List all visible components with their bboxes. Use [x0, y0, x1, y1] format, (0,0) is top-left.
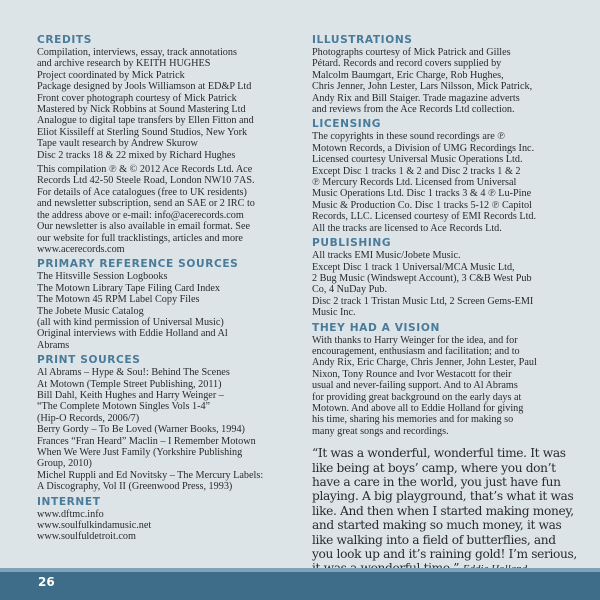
print-source-line: Berry Gordy – To Be Loved (Warner Books, 1994)	[37, 424, 245, 436]
contact-line: Our newsletter is also available in email format. See	[37, 221, 251, 233]
thanks-line: his time, sharing his memories and for making so	[312, 414, 514, 426]
illustrations-line: Pétard. Records and record covers supplied by	[312, 58, 502, 70]
quote-line: like being at boys’ camp, where you don’t	[312, 460, 556, 475]
credits-heading: CREDITS	[37, 34, 92, 46]
credits-line: Front cover photograph courtesy of Mick Patrick	[37, 92, 237, 104]
primary-source-line: The Motown 45 RPM Label Copy Files	[37, 294, 200, 306]
thanks-lines	[312, 335, 574, 438]
primary-sources-heading: PRIMARY REFERENCE SOURCES	[37, 258, 239, 271]
primary-source-line: The Motown Library Tape Filing Card Index	[37, 282, 221, 294]
primary-source-line: The Jobete Music Catalog	[37, 305, 144, 317]
licensing-section	[312, 118, 574, 234]
vision-heading: THEY HAD A VISION	[312, 321, 440, 334]
publishing-heading: PUBLISHING	[312, 237, 392, 250]
illustrations-line: Malcolm Baumgart, Eric Charge, Rob Hughes,	[312, 69, 504, 81]
credits-lines	[37, 47, 285, 161]
print-source-line: Michel Ruppli and Ed Novitsky – The Mercury Labels:	[37, 469, 264, 481]
credits-line: Analogue to digital tape transfers by Ellen Fitton and	[37, 115, 254, 127]
credits-line: Compilation, interviews, essay, track annotations	[37, 47, 237, 58]
print-source-line: A Discography, Vol II (Greenwood Press, 1993)	[37, 481, 233, 493]
publishing-line: Music Inc.	[312, 307, 356, 319]
quote-line: like. And then when I started making money,	[312, 503, 574, 518]
print-source-lines	[37, 367, 285, 492]
print-source-line: Al Abrams – Hype & Sou!: Behind The Scenes	[37, 367, 230, 379]
primary-source-line: Abrams	[37, 339, 70, 351]
illustrations-line: and reviews from the Ace Records Ltd collection.	[312, 104, 515, 116]
publishing-line: 2 Bug Music (Windswept Account), 3 C&B West Pub	[312, 272, 532, 284]
thanks-line: Nixon, Tony Rounce and Ivor Westacott for their	[312, 368, 512, 380]
quote-line: have a care in the world, you just have fun	[312, 475, 561, 489]
credits-line: Project coordinated by Mick Patrick	[37, 69, 185, 81]
credits-line: Mastered by Nick Robbins at Sound Mastering Ltd	[37, 104, 246, 116]
licensing-line: Records, LLC. Licensed courtesy of EMI Records Ltd.	[312, 211, 537, 223]
contact-line: the address above or e-mail: info@acerecords.com	[37, 209, 244, 221]
thanks-line: usual and never-failing support. And to Al Abrams	[312, 380, 518, 392]
right-column	[312, 34, 577, 577]
primary-source-line: The Hitsville Session Logbooks	[37, 271, 168, 283]
licensing-line: ℗ Mercury Records Ltd. Licensed from Universal	[312, 177, 517, 189]
print-source-line: Group, 2010)	[37, 458, 92, 470]
contact-lines	[37, 164, 285, 255]
publishing-line: All tracks EMI Music/Jobete Music.	[312, 250, 461, 262]
website-line: www.soulfuldetroit.com	[37, 531, 136, 543]
print-source-line: At Motown (Temple Street Publishing, 2011)	[37, 378, 222, 390]
illustrations-heading: ILLUSTRATIONS	[312, 34, 413, 46]
primary-source-lines	[37, 271, 285, 351]
quote-line: like walking into a field of butterflies, and	[312, 532, 556, 547]
thanks-line: Motown. And above all to Eddie Holland for giving	[312, 402, 524, 414]
footer-band	[0, 568, 600, 600]
licensing-line: Except Disc 1 tracks 1 & 2 and Disc 2 tracks 1 & 2	[312, 165, 521, 177]
contact-line: our website for full tracklistings, articles and more	[37, 232, 243, 244]
print-source-line: Bill Dahl, Keith Hughes and Harry Weinger –	[37, 389, 224, 401]
credits-line: Eliot Kissileff at Sterling Sound Studios, New York	[37, 126, 248, 138]
print-sources-heading: PRINT SOURCES	[37, 354, 141, 367]
credits-line: Package designed by Jools Williamson at ED&P Ltd	[37, 81, 252, 93]
website-line: www.dftmc.info	[37, 508, 104, 520]
credits-line: and archive research by KEITH HUGHES	[37, 58, 211, 70]
contact-line: Records Ltd 42-50 Steele Road, London NW10 7AS.	[37, 175, 255, 187]
thanks-line: encouragement, enthusiasm and facilitation; and to	[312, 345, 520, 357]
publishing-section	[312, 237, 574, 318]
vision-section	[312, 322, 574, 438]
credits-section	[37, 34, 285, 255]
licensing-line: All the tracks are licensed to Ace Records Ltd.	[312, 222, 502, 234]
quote-line: and started making so much money, it was	[312, 518, 562, 533]
licensing-line: Music Operations Ltd. Disc 1 tracks 3 & 4 ℗ Lu-Pine	[312, 188, 532, 200]
quote-line: playing. A big playground, that’s what it was	[312, 489, 574, 504]
licensing-line: Licensed courtesy Universal Music Operations Ltd.	[312, 154, 523, 166]
internet-section	[37, 496, 285, 543]
primary-source-line: Original interviews with Eddie Holland and Al	[37, 328, 228, 340]
print-sources-section	[37, 354, 285, 492]
credits-line: Tape vault research by Andrew Skurow	[37, 138, 198, 150]
primary-sources-section	[37, 258, 285, 351]
licensing-line: Motown Records, a Division of UMG Recordings Inc.	[312, 142, 535, 154]
illustrations-line: Andy Rix and Bill Staiger. Trade magazine adverts	[312, 92, 520, 104]
illustrations-lines	[312, 47, 574, 115]
quote-line: you look up and it’s raining gold! I’m serious,	[312, 547, 577, 562]
website-lines	[37, 509, 285, 543]
quote-lines	[312, 446, 577, 562]
licensing-line: The copyrights in these sound recordings are ℗	[312, 131, 506, 143]
licensing-line: Music & Production Co. Disc 1 tracks 5-12 ℗ Capitol	[312, 199, 532, 211]
print-source-line: (Hip-O Records, 2006/7)	[37, 412, 140, 424]
illustrations-line: Chris Jenner, John Lester, Lars Nilsson, Mick Patrick,	[312, 81, 533, 93]
internet-heading: INTERNET	[37, 495, 101, 508]
left-column	[37, 34, 285, 546]
contact-line: This compilation ℗ & © 2012 Ace Records Ltd. Ace	[37, 164, 253, 176]
publishing-line: Co, 4 NuDay Pub.	[312, 284, 387, 296]
illustrations-line: Photographs courtesy of Mick Patrick and Gilles	[312, 47, 511, 58]
print-source-line: “The Complete Motown Singles Vols 1-4”	[37, 401, 211, 413]
contact-line: www.acerecords.com	[37, 243, 125, 255]
print-source-line: When We Were Just Family (Yorkshire Publishing	[37, 447, 243, 458]
publishing-lines	[312, 250, 574, 318]
thanks-line: many great songs and recordings.	[312, 425, 449, 437]
licensing-lines	[312, 131, 574, 234]
page-number: 26	[38, 575, 55, 589]
thanks-line: With thanks to Harry Weinger for the idea, and for	[312, 334, 518, 346]
credits-line: Disc 2 tracks 18 & 22 mixed by Richard Hughes	[37, 149, 236, 161]
licensing-heading: LICENSING	[312, 118, 382, 131]
primary-source-line: (all with kind permission of Universal Music)	[37, 316, 224, 328]
thanks-line: for providing great background on the early days at	[312, 391, 522, 403]
contact-line: and newsletter subscription, send an SAE or 2 IRC to	[37, 198, 255, 210]
publishing-line: Except Disc 1 track 1 Universal/MCA Music Ltd,	[312, 261, 515, 273]
thanks-line: Andy Rix, Eric Charge, Chris Jenner, John Lester, Paul	[312, 357, 537, 369]
eddie-holland-quote	[312, 446, 577, 577]
print-source-line: Frances “Fran Heard” Maclin – I Remember Motown	[37, 435, 256, 447]
quote-line: “It was a wonderful, wonderful time. It was	[312, 446, 566, 461]
footer-stripe	[0, 568, 600, 572]
publishing-line: Disc 2 track 1 Tristan Music Ltd, 2 Screen Gems-EMI	[312, 295, 534, 307]
website-line: www.soulfulkindamusic.net	[37, 520, 152, 532]
contact-line: For details of Ace catalogues (free to UK residents)	[37, 186, 247, 198]
illustrations-section	[312, 34, 574, 115]
